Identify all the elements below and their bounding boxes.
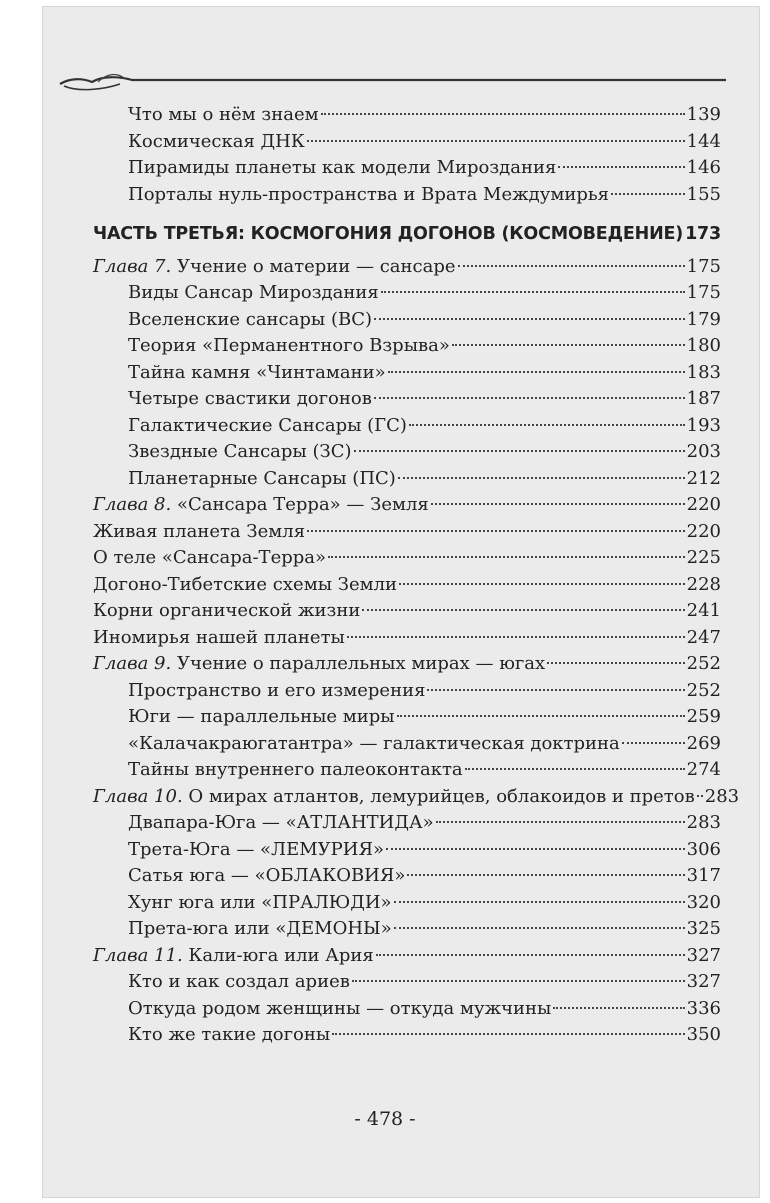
chapter-label: «Сансара Терра» — Земля (171, 494, 429, 515)
chapter-page: 175 (686, 255, 721, 277)
dot-leader (436, 803, 685, 823)
toc-entry-title: Трета-Юга — «ЛЕМУРИЯ» (128, 838, 385, 860)
dot-leader (697, 777, 703, 797)
toc-entry-title: Вселенские сансары (ВС) (128, 308, 372, 330)
dot-leader (622, 724, 685, 744)
dot-leader (374, 379, 685, 399)
chapter-prefix: Глава 11. (93, 944, 183, 966)
toc-entry-title: Иномирья нашей планеты (93, 626, 345, 648)
dot-leader (465, 750, 685, 770)
dot-leader (307, 122, 685, 142)
dot-leader (388, 353, 685, 373)
toc-entry-page: 228 (686, 573, 721, 595)
dot-leader (352, 962, 685, 982)
toc-entry-title: О теле «Сансара-Терра» (93, 547, 327, 568)
toc-entry-page: 327 (686, 971, 721, 992)
toc-entry-page: 241 (686, 600, 721, 621)
part-title: ЧАСТЬ ТРЕТЬЯ: КОСМОГОНИЯ ДОГОНОВ (КОСМОВЕДЕНИЕ) (93, 224, 684, 244)
header-ornament-icon (58, 70, 726, 96)
chapter-page: 220 (686, 494, 721, 515)
table-of-contents (93, 100, 740, 1047)
chapter-prefix: Глава 8. (93, 494, 172, 515)
toc-entry-title: Хунг юга или «ПРАЛЮДИ» (128, 891, 392, 913)
toc-entry-page: 317 (686, 865, 721, 886)
toc-part-heading (93, 221, 721, 248)
toc-entry-page: 180 (686, 335, 721, 356)
toc-entry-title: Сатья юга — «ОБЛАКОВИЯ» (128, 865, 406, 886)
dot-leader (386, 830, 685, 850)
chapter-page: 327 (686, 944, 721, 966)
chapter-page: 252 (686, 653, 721, 674)
toc-entry-title: Пространство и его измерения (128, 679, 426, 701)
toc-entry-title: Живая планета Земля (93, 520, 306, 542)
toc-entry-title: Теория «Перманентного Взрыва» (128, 335, 450, 356)
dot-leader (452, 326, 685, 346)
toc-entry-title: Порталы нуль-пространства и Врата Междумирья (128, 183, 610, 205)
chapter-prefix: Глава 10. (93, 785, 183, 807)
toc-entry-page: 247 (686, 626, 721, 648)
toc-entry-page: 146 (686, 157, 721, 178)
toc-entry-page: 155 (686, 183, 721, 205)
toc-entry-title: Галактические Сансары (ГС) (128, 414, 407, 436)
toc-entry-page: 325 (686, 918, 721, 939)
dot-leader (427, 671, 684, 691)
dot-leader (307, 512, 685, 532)
chapter-title (93, 943, 374, 969)
chapter-prefix: Глава 9. (93, 653, 172, 674)
page-number-footer: - 478 - (354, 1108, 416, 1130)
toc-entry-title: Откуда родом женщины — откуда мужчины (128, 997, 552, 1019)
toc-entry-page: 306 (686, 838, 721, 860)
dot-leader (332, 1015, 684, 1035)
toc-entry-page: 350 (686, 1024, 721, 1045)
toc-entry-title: Корни органической жизни (93, 600, 361, 621)
toc-entry-page: 320 (686, 891, 721, 913)
toc-entry-title: Четыре свастики догонов (128, 388, 372, 409)
toc-entry-page: 212 (686, 467, 721, 489)
toc-entry-page: 175 (686, 282, 721, 303)
dot-leader (362, 591, 684, 611)
dot-leader (374, 300, 685, 320)
toc-entry-page: 139 (686, 104, 721, 125)
chapter-label: Кали-юга или Ария (182, 944, 374, 966)
dot-leader (321, 95, 685, 115)
toc-entry-page: 252 (686, 679, 721, 701)
toc-entry-page: 144 (686, 130, 721, 152)
toc-entry-page: 283 (686, 812, 721, 833)
toc-entry-title: «Калачакраюгатантра» — галактическая доктрина (128, 732, 620, 754)
toc-entry-page: 274 (686, 759, 721, 780)
dot-leader (328, 538, 685, 558)
toc-entry (93, 755, 721, 782)
dot-leader (611, 175, 685, 195)
dot-leader (558, 148, 684, 168)
toc-entry-title: Тайна камня «Чинтамани» (128, 361, 386, 383)
chapter-label: О мирах атлантов, лемурийцев, облакоидов и претов (182, 785, 695, 807)
dot-leader (354, 432, 685, 452)
toc-entry-title: Юги — параллельные миры (128, 706, 395, 727)
toc-entry-title: Тайны внутреннего палеоконтакта (128, 759, 463, 780)
chapter-page: 283 (704, 785, 740, 807)
toc-entry-page: 203 (686, 441, 721, 462)
toc-entry-title: Виды Сансар Мироздания (128, 282, 379, 303)
toc-entry (93, 1020, 721, 1047)
dot-leader (409, 406, 685, 426)
toc-entry-page: 183 (686, 361, 721, 383)
chapter-label: Учение о параллельных мирах — югах (171, 653, 546, 674)
toc-entry-page: 336 (686, 997, 721, 1019)
chapter-label: Учение о материи — сансаре (171, 255, 456, 277)
toc-entry-title: Что мы о нём знаем (128, 104, 319, 125)
toc-entry-title: Прета-юга или «ДЕМОНЫ» (128, 918, 392, 939)
toc-entry-title: Двапара-Юга — «АТЛАНТИДА» (128, 812, 434, 833)
dot-leader (399, 565, 685, 585)
dot-leader (394, 883, 685, 903)
toc-entry-page: 193 (686, 414, 721, 436)
toc-entry-title: Пирамиды планеты как модели Мироздания (128, 157, 557, 178)
toc-entry-title: Звездные Сансары (ЗС) (128, 441, 352, 462)
dot-leader (407, 856, 684, 876)
toc-entry-title: Кто же такие догоны (128, 1024, 331, 1045)
toc-entry-title: Догоно-Тибетские схемы Земли (93, 573, 398, 595)
chapter-prefix: Глава 7. (93, 255, 172, 277)
dot-leader (381, 273, 685, 293)
dot-leader (458, 247, 685, 267)
toc-entry-page: 187 (686, 388, 721, 409)
dot-leader (547, 644, 684, 664)
dot-leader (397, 697, 685, 717)
toc-entry (93, 180, 721, 207)
toc-entry-page: 225 (686, 547, 721, 568)
toc-entry-page: 220 (686, 520, 721, 542)
dot-leader (347, 618, 685, 638)
toc-entry-title: Планетарные Сансары (ПС) (128, 467, 396, 489)
toc-entry-page: 179 (686, 308, 721, 330)
dot-leader (394, 909, 685, 929)
toc-entry-page: 259 (686, 706, 721, 727)
toc-entry-page: 269 (686, 732, 721, 754)
toc-entry-title: Космическая ДНК (128, 130, 305, 152)
part-page: 173 (685, 224, 721, 244)
dot-leader (553, 989, 684, 1009)
dot-leader (376, 936, 685, 956)
dot-leader (398, 459, 685, 479)
dot-leader (431, 485, 685, 505)
toc-entry-title: Кто и как создал ариев (128, 971, 350, 992)
